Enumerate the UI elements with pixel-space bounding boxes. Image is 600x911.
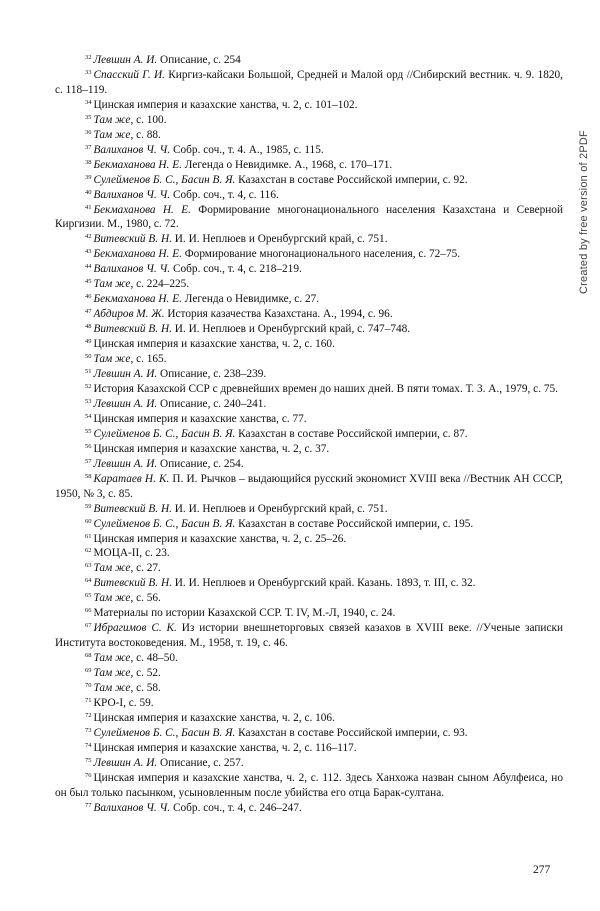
footnote-number: 69 xyxy=(85,667,92,675)
footnote-text: Описание, с. 238–239. xyxy=(157,368,267,381)
footnote-number: 44 xyxy=(85,263,92,271)
footnote-author: Сулейменов Б. С., Басин В. Я. xyxy=(93,427,236,440)
footnote-number: 42 xyxy=(85,233,92,241)
footnote-text: П. И. Рычков – выдающийся русский экономист XVIII века //Вестник АН СССР, 1950, № 3, с. 85. xyxy=(55,472,563,500)
footnote-number: 51 xyxy=(85,368,92,376)
footnote xyxy=(55,472,563,502)
footnote xyxy=(55,546,563,561)
footnote-author: Там же xyxy=(93,667,131,680)
footnote-text: История казачества Казахстана. А., 1994, с. 96. xyxy=(164,308,393,321)
footnote-author: Витевский В. Н. xyxy=(93,323,172,336)
footnote-author: Витевский В. Н. xyxy=(93,577,172,590)
footnote-number: 74 xyxy=(85,741,92,749)
footnote-text: Цинская империя и казахские ханства, ч. 2, с. 160. xyxy=(93,338,335,351)
footnote-number: 73 xyxy=(85,726,92,734)
footnote-number: 46 xyxy=(85,293,92,301)
footnote-text: Цинская империя и казахские ханства, с. 77. xyxy=(93,412,307,425)
footnote-author: Сулейменов Б. С., Басин В. Я. xyxy=(93,726,236,739)
footnote-text: Казахстан в составе Российской империи, с. 92. xyxy=(235,173,468,186)
footnote-author: Ибрагимов С. К. xyxy=(93,622,177,635)
footnote xyxy=(55,532,563,547)
footnote-number: 47 xyxy=(85,308,92,316)
footnote-number: 33 xyxy=(85,68,92,76)
footnote-number: 67 xyxy=(85,622,92,630)
footnote-number: 75 xyxy=(85,756,92,764)
footnote-text: Цинская империя и казахские ханства, ч. 2, с. 116–117. xyxy=(93,741,357,754)
footnote-number: 68 xyxy=(85,652,92,660)
footnote-text: И. И. Неплюев и Оренбургский край, с. 747–748. xyxy=(171,323,411,336)
footnote-text: История Казахской ССР с древнейших времен до наших дней. В пяти томах. Т. 3. А., 1979, с. 75. xyxy=(93,382,558,395)
footnote xyxy=(55,651,563,666)
footnote xyxy=(55,666,563,681)
footnote xyxy=(55,128,563,143)
footnote-text: И. И. Неплюев и Оренбургский край, с. 751. xyxy=(171,502,388,515)
page-number: 277 xyxy=(533,864,551,876)
footnote xyxy=(55,412,563,427)
footnote xyxy=(55,382,563,397)
footnote-number: 57 xyxy=(85,457,92,465)
footnote-text: Собр. соч., т. 4, с. 246–247. xyxy=(170,801,302,814)
footnote-number: 61 xyxy=(85,532,92,540)
footnote xyxy=(55,696,563,711)
footnote-number: 36 xyxy=(85,128,92,136)
footnote-author: Левшин А. И. xyxy=(93,397,158,410)
footnote xyxy=(55,53,563,68)
footnote xyxy=(55,367,563,382)
footnote xyxy=(55,158,563,173)
footnote-text: Цинская империя и казахские ханства, ч. 2, с. 106. xyxy=(93,711,335,724)
footnote-number: 71 xyxy=(85,696,92,704)
footnote-number: 66 xyxy=(85,607,92,615)
footnote-number: 77 xyxy=(85,801,92,809)
footnote-author: Левшин А. И. xyxy=(93,54,158,66)
footnote-text: Цинская империя и казахские ханства, ч. 2, с. 25–26. xyxy=(93,532,347,545)
footnote xyxy=(55,232,563,247)
footnote-text: Из истории внешнеторговых связей казахов в XVIII веке. //Ученые записки Института востоковедения. М., 1958, т. 19, с. 46. xyxy=(55,622,563,650)
footnote-author: Там же xyxy=(93,353,131,366)
footnote-number: 58 xyxy=(85,472,92,480)
footnotes-list xyxy=(55,53,563,816)
footnote-text: Киргиз-кайсаки Большой, Средней и Малой орд //Сибирский вестник. ч. 9. 1820, с. 118–119. xyxy=(55,68,563,96)
footnote-author: Там же xyxy=(93,682,131,695)
footnote-author: Спасский Г. И. xyxy=(93,68,165,81)
footnote-number: 60 xyxy=(85,517,92,525)
footnote-text: , с. 100. xyxy=(130,113,167,126)
footnote-number: 35 xyxy=(85,113,92,121)
footnote-author: Там же xyxy=(93,592,131,605)
footnote-number: 64 xyxy=(85,577,92,585)
footnote xyxy=(55,576,563,591)
footnote-text: Описание, с. 240–241. xyxy=(157,397,267,410)
footnote-author: Там же xyxy=(93,652,131,665)
footnote-author: Абдиров М. Ж. xyxy=(93,308,165,321)
footnote-text: , с. 52. xyxy=(130,667,161,680)
footnote-number: 32 xyxy=(85,54,92,61)
footnote-author: Там же xyxy=(93,562,131,575)
footnote-text: Собр. соч., т. 4, с. 218–219. xyxy=(170,263,302,276)
footnote-text: Цинская империя и казахские ханства, ч. 2, с. 112. Здесь Ханхожа назван сыном Абулфеиса, но он был только пасынком, усыновленным после убийства его отца Барак-султана. xyxy=(55,771,563,799)
footnote-author: Там же xyxy=(93,278,131,291)
footnote xyxy=(55,307,563,322)
footnote-author: Бекмаханова Н. Е. xyxy=(93,158,182,171)
footnote-number: 59 xyxy=(85,502,92,510)
footnote-author: Валиханов Ч. Ч. xyxy=(93,143,171,156)
footnote-text: Материалы по истории Казахской ССР. Т. IV, М.-Л, 1940, с. 24. xyxy=(93,607,396,620)
footnote-author: Сулейменов Б. С., Басин В. Я. xyxy=(93,173,236,186)
footnote-number: 48 xyxy=(85,323,92,331)
footnote-text: Описание, с. 257. xyxy=(157,756,244,769)
footnote-author: Левшин А. И. xyxy=(93,368,158,381)
footnote-author: Витевский В. Н. xyxy=(93,502,172,515)
footnote-number: 52 xyxy=(85,382,92,390)
footnote-number: 43 xyxy=(85,248,92,256)
footnote-author: Сулейменов Б. С., Басин В. Я. xyxy=(93,517,236,530)
footnote xyxy=(55,98,563,113)
footnote-number: 53 xyxy=(85,397,92,405)
footnote xyxy=(55,591,563,606)
footnote-number: 34 xyxy=(85,98,92,106)
footnote-author: Валиханов Ч. Ч. xyxy=(93,801,171,814)
footnote-number: 39 xyxy=(85,173,92,181)
footnote xyxy=(55,173,563,188)
footnote-text: Казахстан в составе Российской империи, с. 93. xyxy=(235,726,468,739)
footnote-text: , с. 224–225. xyxy=(130,278,190,291)
footnote-text: Описание, с. 254 xyxy=(157,54,241,66)
footnote xyxy=(55,741,563,756)
footnote-text: И. И. Неплюев и Оренбургский край. Казань. 1893, т. III, с. 32. xyxy=(171,577,476,590)
footnote-author: Бекмаханова Н. Е. xyxy=(93,293,182,306)
footnote xyxy=(55,397,563,412)
footnote xyxy=(55,756,563,771)
footnote-number: 65 xyxy=(85,592,92,600)
footnote-number: 72 xyxy=(85,711,92,719)
footnote-author: Валиханов Ч. Ч. xyxy=(93,188,171,201)
footnote-number: 50 xyxy=(85,353,92,361)
footnote-number: 45 xyxy=(85,278,92,286)
footnote-number: 62 xyxy=(85,547,92,555)
footnote xyxy=(55,262,563,277)
footnote xyxy=(55,337,563,352)
footnote-text: Описание, с. 254. xyxy=(157,457,244,470)
footnote-number: 63 xyxy=(85,562,92,570)
footnote-text: , с. 88. xyxy=(130,128,161,141)
footnote-text: , с. 56. xyxy=(130,592,161,605)
footnote-text: , с. 48–50. xyxy=(130,652,178,665)
footnote xyxy=(55,442,563,457)
footnote-number: 54 xyxy=(85,412,92,420)
footnote xyxy=(55,427,563,442)
footnote-text: Легенда о Невидимке, с. 27. xyxy=(181,293,320,306)
footnote xyxy=(55,277,563,292)
footnote-text: Формирование многонационального населения, с. 72–75. xyxy=(181,248,461,261)
footnote-author: Витевский В. Н. xyxy=(93,233,172,246)
footnote xyxy=(55,681,563,696)
footnote-text: Цинская империя и казахские ханства, ч. 2, с. 37. xyxy=(93,442,330,455)
footnote-text: Цинская империя и казахские ханства, ч. 2, с. 101–102. xyxy=(93,98,358,111)
footnote xyxy=(55,502,563,517)
footnote-author: Левшин А. И. xyxy=(93,457,158,470)
footnote-author: Валиханов Ч. Ч. xyxy=(93,263,171,276)
footnote xyxy=(55,143,563,158)
footnote-number: 38 xyxy=(85,158,92,166)
footnote-text: Собр. соч., т. 4. А., 1985, с. 115. xyxy=(170,143,324,156)
footnote-text: , с. 27. xyxy=(130,562,161,575)
footnote xyxy=(55,113,563,128)
footnote xyxy=(55,352,563,367)
footnote xyxy=(55,801,563,816)
footnote-text: Собр. соч., т. 4, с. 116. xyxy=(170,188,279,201)
footnote xyxy=(55,517,563,532)
footnote-number: 37 xyxy=(85,143,92,151)
footnote xyxy=(55,68,563,98)
watermark-text: Created by free version of 2PDF xyxy=(578,130,590,294)
footnote xyxy=(55,561,563,576)
footnote-author: Там же xyxy=(93,113,131,126)
footnote xyxy=(55,621,563,651)
footnote-number: 41 xyxy=(85,203,92,211)
footnote-author: Левшин А. И. xyxy=(93,756,158,769)
footnote xyxy=(55,292,563,307)
footnote-number: 70 xyxy=(85,682,92,690)
footnote xyxy=(55,457,563,472)
footnote xyxy=(55,247,563,262)
footnote-number: 56 xyxy=(85,442,92,450)
footnote-text: Казахстан в составе Российской империи, с. 195. xyxy=(235,517,474,530)
footnote xyxy=(55,188,563,203)
footnote-text: МОЦА-II, с. 23. xyxy=(93,547,170,560)
footnote xyxy=(55,606,563,621)
footnote-text: И. И. Неплюев и Оренбургский край, с. 751. xyxy=(171,233,388,246)
footnote-author: Каратаев Н. К. xyxy=(93,472,170,485)
footnote-text: , с. 58. xyxy=(130,682,161,695)
footnote xyxy=(55,771,563,801)
footnote-number: 40 xyxy=(85,188,92,196)
footnote-text: Казахстан в составе Российской империи, с. 87. xyxy=(235,427,468,440)
footnote xyxy=(55,203,563,233)
footnote xyxy=(55,726,563,741)
footnote-text: КРО-I, с. 59. xyxy=(93,696,154,709)
footnote-number: 76 xyxy=(85,771,92,779)
footnote-number: 49 xyxy=(85,338,92,346)
footnote-author: Там же xyxy=(93,128,131,141)
footnote-text: Формирование многонационального населения Казахстана и Северной Киргизии. М., 1980, с. 72. xyxy=(55,203,563,231)
footnote-text: Легенда о Невидимке. А., 1968, с. 170–171. xyxy=(181,158,393,171)
footnote xyxy=(55,711,563,726)
footnote-number: 55 xyxy=(85,427,92,435)
footnote-author: Бекмаханова Н. Е. xyxy=(93,248,182,261)
footnote xyxy=(55,322,563,337)
footnote-author: Бекмаханова Н. Е. xyxy=(93,203,191,216)
footnote-text: , с. 165. xyxy=(130,353,167,366)
